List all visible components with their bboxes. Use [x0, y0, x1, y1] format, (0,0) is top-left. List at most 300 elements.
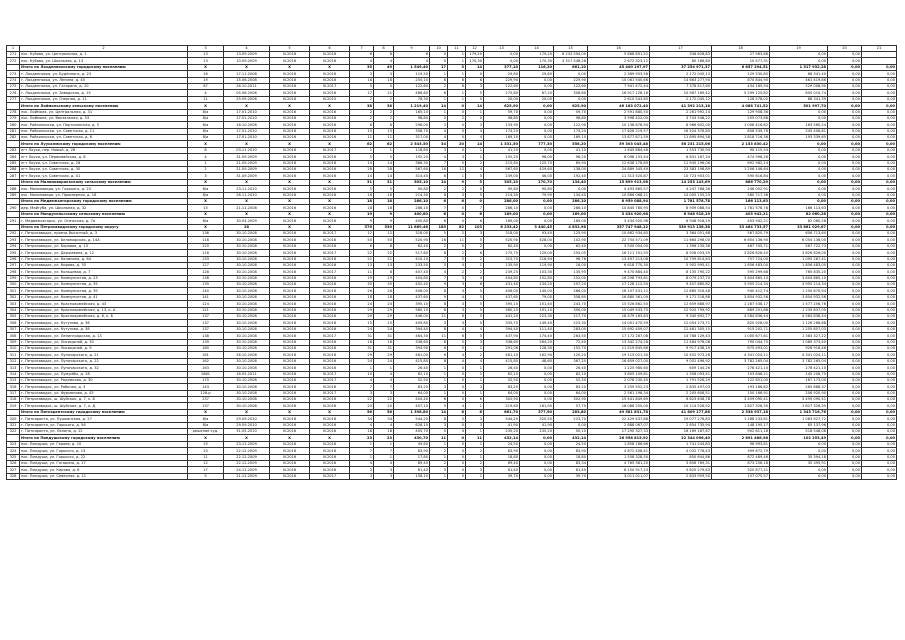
- address-cell: г. Петрозаводск, ул. Луначарского, д. 22: [20, 358, 188, 364]
- table-cell: 3 434 920,98: [588, 218, 650, 224]
- table-cell: 50: [350, 237, 374, 243]
- table-cell: IV.2016: [270, 83, 310, 89]
- table-cell: 129 958,36: [712, 109, 770, 115]
- address-cell: пгт Лоухи, ул. Первомайская, д. 8: [20, 154, 188, 160]
- table-cell: IV.2016: [270, 230, 310, 236]
- table-cell: 29: [374, 307, 394, 313]
- table-cell: 38: [350, 103, 374, 109]
- table-cell: 30.10.2008: [224, 345, 270, 351]
- table-cell: 0,00: [828, 96, 862, 102]
- table-cell: 128,30: [520, 345, 554, 351]
- table-cell: 18: [374, 77, 394, 83]
- table-cell: 191,10: [520, 307, 554, 313]
- table-cell: 128: [188, 269, 224, 275]
- table-cell: 14 663 277,90: [650, 77, 712, 83]
- table-cell: 83,34: [554, 461, 588, 467]
- table-cell: IV.2016: [270, 320, 310, 326]
- table-cell: 5: [448, 416, 466, 422]
- table-cell: 4: [466, 275, 484, 281]
- table-cell: 98,80: [484, 115, 520, 121]
- table-cell: 7: [430, 205, 448, 211]
- table-cell: 8: [430, 326, 448, 332]
- table-cell: X: [270, 435, 310, 441]
- table-cell: 64,00: [554, 390, 588, 396]
- table-cell: 2: [350, 109, 374, 115]
- table-cell: 4: [430, 154, 448, 160]
- table-cell: 8 135 790,22: [650, 269, 712, 275]
- table-cell: 291,06: [484, 345, 520, 351]
- table-cell: 29: [374, 314, 394, 320]
- table-cell: 0,00: [520, 390, 554, 396]
- address-cell: г. Лахденпохья, ул. Гагарина, д. 10: [20, 83, 188, 89]
- table-cell: 915 202,71: [712, 326, 770, 332]
- table-cell: 0,00: [862, 250, 897, 256]
- table-cell: 214,30: [394, 192, 430, 198]
- table-cell: 0,00: [862, 71, 897, 77]
- table-cell: 125,90: [554, 230, 588, 236]
- table-cell: 4 765 381,20: [588, 461, 650, 467]
- table-cell: 23.12.2009: [224, 441, 270, 447]
- table-cell: 3: [448, 301, 466, 307]
- table-cell: 2: [430, 461, 448, 467]
- table-cell: 0,00: [862, 282, 897, 288]
- table-cell: 5: [350, 154, 374, 160]
- table-cell: 2: [448, 250, 466, 256]
- table-cell: 90 115,54: [712, 147, 770, 153]
- table-cell: 1: [466, 345, 484, 351]
- table-cell: 192,20: [484, 154, 520, 160]
- table-cell: 278: [7, 109, 20, 115]
- table-cell: 41 809 177,86: [650, 409, 712, 415]
- table-cell: 3 459 090,41: [770, 397, 828, 403]
- table-cell: X: [270, 103, 310, 109]
- table-cell: 452,40: [394, 282, 430, 288]
- table-cell: 59,70: [554, 109, 588, 115]
- table-cell: 8: [350, 122, 374, 128]
- address-cell: г. Лахденпохья, ул. Будённого, д. 23: [20, 71, 188, 77]
- table-cell: 83,20: [484, 384, 520, 390]
- table-cell: 14: [466, 141, 484, 147]
- table-cell: 38: [374, 103, 394, 109]
- table-cell: 8/a: [188, 192, 224, 198]
- table-cell: 11 519 845,66: [588, 345, 650, 351]
- table-cell: 135,90: [484, 262, 520, 268]
- table-cell: 11: [350, 135, 374, 141]
- table-cell: 0,00: [862, 294, 897, 300]
- table-cell: 1: [430, 109, 448, 115]
- table-cell: 13: [350, 262, 374, 268]
- table-cell: 16: [430, 167, 448, 173]
- table-cell: 122,60: [554, 83, 588, 89]
- table-cell: 0,00: [520, 365, 554, 371]
- table-cell: 4: [448, 262, 466, 268]
- table-cell: IV.2016: [310, 416, 350, 422]
- table-cell: 429,60: [520, 167, 554, 173]
- table-cell: 886 770,29: [712, 179, 770, 185]
- table-cell: 116,20: [520, 64, 554, 70]
- table-cell: 1 741 244,83: [650, 441, 712, 447]
- table-cell: IV.2016: [270, 461, 310, 467]
- table-cell: 170,30: [466, 58, 484, 64]
- table-cell: 0,00: [770, 198, 828, 204]
- table-cell: 0,00: [828, 128, 862, 134]
- table-cell: 1 287 538,17: [712, 301, 770, 307]
- table-cell: 12 054 273,71: [650, 320, 712, 326]
- table-cell: 35: [350, 282, 374, 288]
- table-cell: X: [224, 103, 270, 109]
- table-cell: 8 959 088,54: [650, 205, 712, 211]
- table-cell: 235,20: [520, 429, 554, 435]
- table-cell: 2 591 880,50: [588, 109, 650, 115]
- table-cell: 103: [466, 224, 484, 230]
- table-cell: 3: [466, 230, 484, 236]
- table-cell: IV.2016: [270, 275, 310, 281]
- table-cell: 12 659 888,97: [650, 301, 712, 307]
- table-cell: 0,00: [828, 461, 862, 467]
- table-cell: III.2017: [310, 230, 350, 236]
- table-cell: 394,90: [394, 345, 430, 351]
- table-cell: 1 645 884,48: [588, 147, 650, 153]
- table-cell: 434 165,94: [712, 83, 770, 89]
- table-cell: IV.2017: [310, 473, 350, 479]
- table-cell: 325: [7, 454, 20, 460]
- table-cell: 7: [350, 448, 374, 454]
- table-cell: 12: [448, 167, 466, 173]
- table-cell: IV.2016: [270, 454, 310, 460]
- table-cell: 544,20: [484, 416, 520, 422]
- table-cell: 1 000 677,81: [712, 333, 770, 339]
- table-cell: 1: [466, 441, 484, 447]
- table-cell: 0,00: [828, 141, 862, 147]
- table-cell: 625,90: [554, 103, 588, 109]
- table-cell: IV.2016: [310, 345, 350, 351]
- table-cell: 3 826 826,40: [712, 250, 770, 256]
- table-cell: 278 421,10: [712, 365, 770, 371]
- table-cell: 10 759 814,63: [650, 256, 712, 262]
- address-cell: г. Петрозаводск, ул. Луначарского, д. 21: [20, 352, 188, 358]
- table-cell: 286,10: [484, 205, 520, 211]
- table-cell: 3 459 090,41: [712, 397, 770, 403]
- table-cell: 4: [374, 371, 394, 377]
- table-cell: 10 967 169,42: [650, 90, 712, 96]
- table-cell: 0,00: [862, 90, 897, 96]
- table-cell: X: [270, 198, 310, 204]
- table-cell: 390,00: [554, 307, 588, 313]
- table-cell: 41,10: [484, 147, 520, 153]
- table-cell: 0: [448, 211, 466, 217]
- address-cell: г. Петрозаводск, ул. Коммунистов, д. 35: [20, 282, 188, 288]
- table-cell: 505,10: [394, 179, 430, 185]
- table-cell: 17.01.2010: [224, 135, 270, 141]
- table-cell: 30.10.2008: [224, 237, 270, 243]
- table-cell: 2 153 830,42: [712, 141, 770, 147]
- table-cell: 4 832,98: [554, 224, 588, 230]
- table-cell: 3: [188, 173, 224, 179]
- table-cell: 0: [448, 390, 466, 396]
- table-cell: 286: [7, 167, 20, 173]
- table-cell: IV.2016: [270, 160, 310, 166]
- table-cell: 10 862 934,65: [588, 230, 650, 236]
- table-cell: 280: [7, 122, 20, 128]
- table-cell: 133: [188, 256, 224, 262]
- table-cell: 850 644,86: [650, 454, 712, 460]
- table-cell: 30.10.2008: [224, 397, 270, 403]
- table-cell: 62,10: [484, 371, 520, 377]
- table-cell: 6: [448, 314, 466, 320]
- table-cell: 4: [374, 422, 394, 428]
- table-cell: 3: [374, 467, 394, 473]
- table-cell: 3: [430, 320, 448, 326]
- table-cell: 39,70: [554, 473, 588, 479]
- table-cell: 0,00: [828, 275, 862, 281]
- table-cell: 13 342 274,28: [588, 339, 650, 345]
- table-cell: 3 826 826,00: [770, 250, 828, 256]
- table-cell: 0,00: [828, 83, 862, 89]
- address-cell: пос. Лоймола, ул. Вокзальная, д. 53: [20, 115, 188, 121]
- table-cell: 0,00: [828, 339, 862, 345]
- table-cell: 11: [448, 237, 466, 243]
- table-cell: III.2017: [310, 250, 350, 256]
- table-cell: 30.10.2008: [224, 339, 270, 345]
- table-cell: 14: [466, 103, 484, 109]
- table-cell: 21.12.2009: [224, 473, 270, 479]
- table-cell: 10 061 540,66: [588, 77, 650, 83]
- table-cell: 1 818 716,36: [712, 135, 770, 141]
- table-cell: 16 917 128,18: [588, 90, 650, 96]
- table-cell: 6 948 918,19: [650, 218, 712, 224]
- table-cell: 300: [7, 282, 20, 288]
- table-cell: 0,00: [862, 198, 897, 204]
- table-cell: 80 166,80: [650, 58, 712, 64]
- table-cell: 4: [448, 294, 466, 300]
- table-cell: 16: [430, 237, 448, 243]
- address-cell: г. Петрозаводск, ул. Красноармейская, д. 6, к. Б: [20, 314, 188, 320]
- table-cell: IV.2016: [270, 167, 310, 173]
- table-cell: X: [188, 141, 224, 147]
- table-cell: 9 052 496,92: [650, 358, 712, 364]
- table-cell: 33 861 029,67: [770, 224, 828, 230]
- table-cell: 6: [430, 345, 448, 351]
- address-cell: г. Петрозаводск, ул. Кутузова, д. 38: [20, 326, 188, 332]
- table-cell: 30.10.2008: [224, 358, 270, 364]
- table-cell: 296: [7, 256, 20, 262]
- address-cell: г. Петрозаводск, ул. Державина, д. 12: [20, 250, 188, 256]
- column-number-cell: 10: [430, 46, 448, 52]
- table-cell: 0: [430, 115, 448, 121]
- table-cell: 14: [350, 160, 374, 166]
- table-cell: 134,20: [520, 282, 554, 288]
- table-cell: 83,90: [394, 448, 430, 454]
- table-cell: 6 054 136,00: [770, 237, 828, 243]
- table-cell: 400,80: [394, 218, 430, 224]
- table-cell: 272: [7, 58, 20, 64]
- table-cell: 30.10.2008: [224, 314, 270, 320]
- table-cell: 576: [350, 224, 374, 230]
- table-cell: 31.05.2010: [224, 429, 270, 435]
- table-cell: 129 530,85: [712, 71, 770, 77]
- table-cell: 29: [350, 352, 374, 358]
- table-cell: 179,20: [466, 52, 484, 58]
- table-cell: 11 484 976,06: [650, 339, 712, 345]
- table-cell: 437,60: [394, 294, 430, 300]
- address-cell: Итого по Петрозаводскому городскому округу: [20, 224, 188, 230]
- table-cell: 1: [466, 262, 484, 268]
- table-cell: 239,25: [484, 269, 520, 275]
- table-cell: 14: [430, 179, 448, 185]
- table-cell: 275,80: [484, 90, 520, 96]
- table-cell: 3: [350, 71, 374, 77]
- table-cell: 0: [448, 122, 466, 128]
- table-cell: 111,40: [520, 326, 554, 332]
- table-cell: 216,94: [520, 256, 554, 262]
- table-cell: 28: [350, 167, 374, 173]
- table-cell: 926 916,46: [770, 345, 828, 351]
- table-cell: 518 548,08: [770, 429, 828, 435]
- table-cell: 17 626 219,57: [588, 128, 650, 134]
- table-cell: 0,00: [862, 103, 897, 109]
- table-cell: 1: [466, 429, 484, 435]
- table-cell: 358,60: [554, 294, 588, 300]
- table-cell: 902 611,18: [712, 429, 770, 435]
- table-cell: IV.2016: [270, 256, 310, 262]
- address-cell: г. Петрозаводск, ул. Лумумбы, д. 28: [20, 371, 188, 377]
- table-cell: 0,00: [862, 96, 897, 102]
- table-cell: 170: [188, 377, 224, 383]
- table-cell: 2 172 045,13: [650, 71, 712, 77]
- table-cell: 0,00: [828, 403, 862, 409]
- table-cell: 5: [448, 345, 466, 351]
- table-cell: 0,00: [862, 339, 897, 345]
- table-cell: 290: [7, 205, 20, 211]
- table-cell: 3: [350, 473, 374, 479]
- table-cell: 0,00: [828, 230, 862, 236]
- table-cell: 22 429 437,88: [588, 416, 650, 422]
- table-cell: 567,60: [484, 167, 520, 173]
- table-cell: 16.10.2008: [224, 122, 270, 128]
- table-cell: 1: [430, 441, 448, 447]
- table-cell: 19: [350, 275, 374, 281]
- table-cell: 90,80: [520, 186, 554, 192]
- table-cell: 320 877,21: [712, 467, 770, 473]
- table-cell: 46,00: [520, 173, 554, 179]
- table-cell: 8/a: [188, 135, 224, 141]
- table-cell: 23: [374, 435, 394, 441]
- table-cell: 0,00: [862, 371, 897, 377]
- table-cell: 320,50: [520, 416, 554, 422]
- table-cell: 1: [448, 71, 466, 77]
- table-cell: IV.2016: [270, 301, 310, 307]
- table-cell: X: [310, 103, 350, 109]
- table-cell: 656 713,60: [770, 230, 828, 236]
- table-cell: 1: [448, 90, 466, 96]
- table-cell: 29: [350, 314, 374, 320]
- table-cell: IV.2016: [310, 262, 350, 268]
- table-cell: 83,90: [484, 448, 520, 454]
- address-cell: Итого по Медвежьегорскому городскому поселению: [20, 198, 188, 204]
- table-cell: 10 005 155,23: [650, 192, 712, 198]
- table-cell: 5: [466, 307, 484, 313]
- table-cell: III.2017: [310, 390, 350, 396]
- table-cell: 2: [466, 160, 484, 166]
- table-cell: 7: [374, 384, 394, 390]
- table-cell: 30.10.2008: [224, 250, 270, 256]
- table-cell: 1: [430, 365, 448, 371]
- table-cell: 2: [466, 461, 484, 467]
- table-cell: 0,00: [862, 473, 897, 479]
- table-cell: 62,40: [394, 243, 430, 249]
- table-cell: 4: [374, 377, 394, 383]
- table-cell: 889 251,66: [712, 307, 770, 313]
- table-cell: IV.2016: [310, 339, 350, 345]
- table-cell: 160: [188, 345, 224, 351]
- address-cell: пос. Лоймола, ул. Центральная, д. 31: [20, 109, 188, 115]
- table-cell: 6: [430, 211, 448, 217]
- table-cell: 3: [350, 390, 374, 396]
- table-cell: 0: [448, 365, 466, 371]
- table-cell: 206 920,90: [770, 390, 828, 396]
- table-cell: 0,00: [828, 422, 862, 428]
- table-cell: 30.10.2008: [224, 365, 270, 371]
- table-cell: 18: [350, 429, 374, 435]
- table-cell: 328: [7, 473, 20, 479]
- table-cell: 4 493 865,57: [588, 186, 650, 192]
- table-cell: 0,00: [862, 186, 897, 192]
- table-cell: 395,10: [394, 301, 430, 307]
- table-cell: IV.2016: [310, 77, 350, 83]
- table-cell: 120: [188, 243, 224, 249]
- table-cell: 20: [350, 403, 374, 409]
- table-cell: 0,00: [828, 218, 862, 224]
- table-cell: 0,00: [520, 467, 554, 473]
- table-cell: IV.2016: [270, 467, 310, 473]
- table-cell: 52,50: [394, 377, 430, 383]
- table-cell: 219,60: [484, 403, 520, 409]
- table-cell: 2: [448, 115, 466, 121]
- table-cell: 30.10.2008: [224, 390, 270, 396]
- table-cell: 4: [448, 352, 466, 358]
- table-cell: 255,05: [554, 250, 588, 256]
- table-cell: 266,00: [554, 288, 588, 294]
- address-cell: г. Петрозаводск, ул. Фурманова, д. 45: [20, 390, 188, 396]
- table-cell: 0,00: [828, 409, 862, 415]
- address-cell: пос. Пиндуши, ул. Гагарина, д. 17: [20, 461, 188, 467]
- table-cell: 0: [448, 397, 466, 403]
- table-cell: 0,00: [828, 71, 862, 77]
- table-cell: 0,00: [862, 77, 897, 83]
- table-cell: 2 691 486,98: [712, 435, 770, 441]
- table-cell: 0,00: [520, 435, 554, 441]
- table-cell: IV.2016: [310, 326, 350, 332]
- table-cell: 0,00: [770, 179, 828, 185]
- table-cell: III.2017: [310, 371, 350, 377]
- table-cell: 1 008 416,62: [712, 122, 770, 128]
- table-cell: 0,00: [862, 333, 897, 339]
- table-cell: 11: [188, 454, 224, 460]
- table-cell: 14: [466, 64, 484, 70]
- table-cell: 298: [7, 269, 20, 275]
- table-cell: 2: [350, 115, 374, 121]
- table-cell: IV.2016: [270, 58, 310, 64]
- address-cell: г. Лахденпохья, ул. Ленина, д. 45: [20, 77, 188, 83]
- table-cell: 327: [7, 467, 20, 473]
- table-cell: 163: [188, 365, 224, 371]
- address-cell: пос. Райконкоски, ул. Советская, д. 6: [20, 135, 188, 141]
- table-cell: 35: [350, 64, 374, 70]
- table-cell: 10: [350, 371, 374, 377]
- table-cell: 81,40: [554, 467, 588, 473]
- table-cell: 102,90: [554, 237, 588, 243]
- address-cell: пгт Лоухи, пер. Новый, д. 28: [20, 147, 188, 153]
